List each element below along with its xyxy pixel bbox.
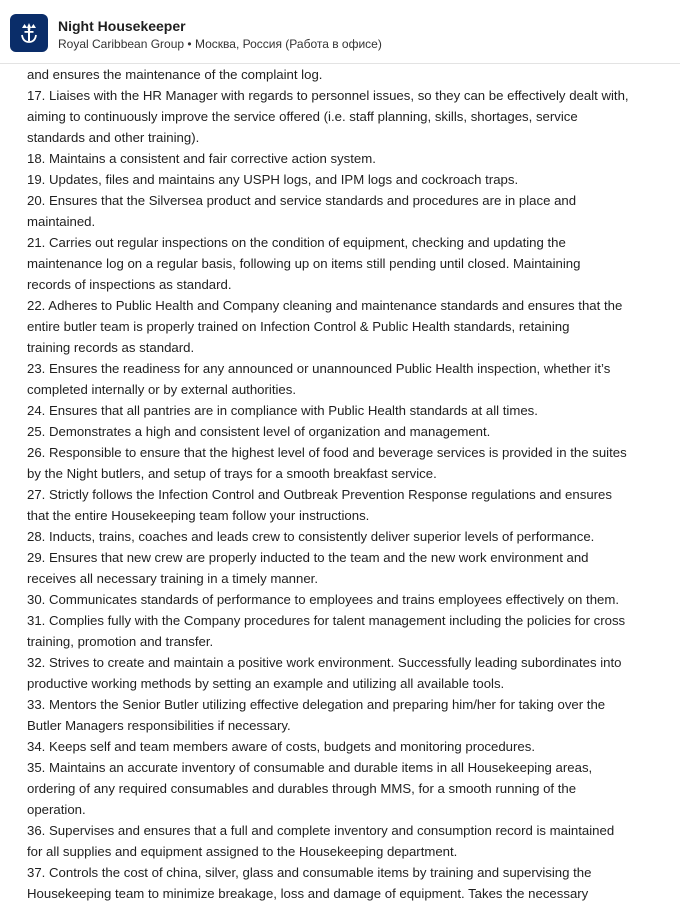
description-line: entire butler team is properly trained on Infection Control & Public Health standards, retaining	[27, 319, 570, 334]
description-line: training records as standard.	[27, 340, 195, 355]
job-description	[27, 64, 667, 901]
company-location	[58, 37, 382, 51]
description-line: productive working methods by setting an example and utilizing all available tools.	[27, 676, 505, 691]
description-line: operation.	[27, 802, 86, 817]
job-title[interactable]: Night Housekeeper	[58, 18, 186, 34]
separator-dot: •	[187, 37, 192, 51]
description-line: aiming to continuously improve the service offered (i.e. staff planning, skills, shortages, service	[27, 109, 578, 124]
description-line: standards and other training).	[27, 130, 200, 145]
description-line: that the entire Housekeeping team follow your instructions.	[27, 508, 370, 523]
description-line: Housekeeping team to minimize breakage, loss and damage of equipment. Takes the necessary	[27, 886, 589, 901]
description-line: 31. Complies fully with the Company procedures for talent management including the policies for cross	[27, 613, 626, 628]
description-line: 33. Mentors the Senior Butler utilizing effective delegation and preparing him/her for taking over the	[27, 697, 606, 712]
description-line: 32. Strives to create and maintain a positive work environment. Successfully leading subordinates into	[27, 655, 622, 670]
company-name[interactable]: Royal Caribbean Group	[58, 37, 185, 51]
company-logo[interactable]	[10, 14, 48, 52]
description-line: Butler Managers responsibilities if necessary.	[27, 718, 291, 733]
crown-anchor-icon	[16, 20, 42, 46]
description-line: 29. Ensures that new crew are properly inducted to the team and the new work environment and	[27, 550, 589, 565]
description-line: 23. Ensures the readiness for any announced or unannounced Public Health inspection, whether it’s	[27, 361, 611, 376]
description-line: for all supplies and equipment assigned to the Housekeeping department.	[27, 844, 458, 859]
description-line: 35. Maintains an accurate inventory of consumable and durable items in all Housekeeping areas,	[27, 760, 593, 775]
description-line: by the Night butlers, and setup of trays for a smooth breakfast service.	[27, 466, 437, 481]
description-line: 30. Communicates standards of performance to employees and trains employees effectively on them.	[27, 592, 620, 607]
description-line: training, promotion and transfer.	[27, 634, 214, 649]
description-line: 37. Controls the cost of china, silver, glass and consumable items by training and supervising the	[27, 865, 592, 880]
description-line: and ensures the maintenance of the complaint log.	[27, 67, 323, 82]
description-line: ordering of any required consumables and durables through MMS, for a smooth running of the	[27, 781, 577, 796]
description-line: maintenance log on a regular basis, following up on items still pending until closed. Maintaining	[27, 256, 581, 271]
description-line: 17. Liaises with the HR Manager with regards to personnel issues, so they can be effectively dealt with,	[27, 88, 629, 103]
description-line: completed internally or by external authorities.	[27, 382, 297, 397]
job-location: Москва, Россия (Работа в офисе)	[194, 37, 382, 51]
description-line: 34. Keeps self and team members aware of costs, budgets and monitoring procedures.	[27, 739, 535, 754]
description-line: 26. Responsible to ensure that the highest level of food and beverage services is provided in the suites	[27, 445, 627, 460]
description-line: 25. Demonstrates a high and consistent level of organization and management.	[27, 424, 491, 439]
description-line: maintained.	[27, 214, 96, 229]
description-line: receives all necessary training in a timely manner.	[27, 571, 318, 586]
description-line: 22. Adheres to Public Health and Company cleaning and maintenance standards and ensures that the	[27, 298, 623, 313]
description-line: records of inspections as standard.	[27, 277, 232, 292]
job-header	[0, 0, 680, 64]
description-line: 21. Carries out regular inspections on the condition of equipment, checking and updating the	[27, 235, 566, 250]
description-line: 36. Supervises and ensures that a full and complete inventory and consumption record is maintained	[27, 823, 615, 838]
description-line: 28. Inducts, trains, coaches and leads crew to consistently deliver superior levels of performance.	[27, 529, 595, 544]
description-line: 18. Maintains a consistent and fair corrective action system.	[27, 151, 376, 166]
description-line: 20. Ensures that the Silversea product and service standards and procedures are in place and	[27, 193, 577, 208]
description-line: 24. Ensures that all pantries are in compliance with Public Health standards at all times.	[27, 403, 538, 418]
description-line: 19. Updates, files and maintains any USPH logs, and IPM logs and cockroach traps.	[27, 172, 519, 187]
description-line: 27. Strictly follows the Infection Control and Outbreak Prevention Response regulations and ensures	[27, 487, 612, 502]
